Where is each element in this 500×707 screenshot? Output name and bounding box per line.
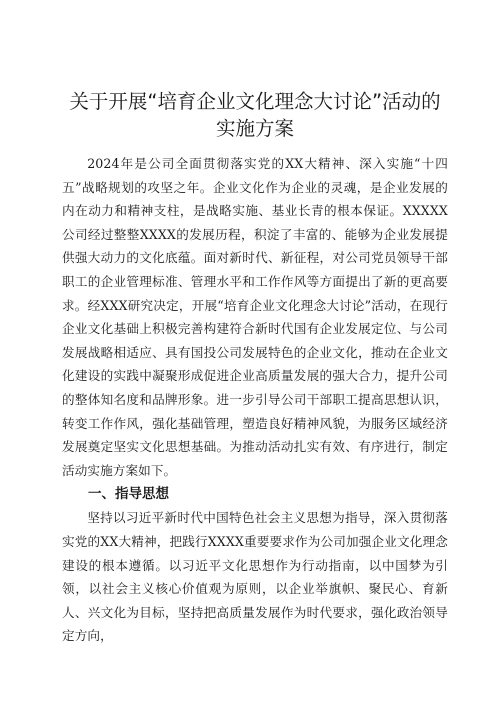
section-heading-guiding-ideology: 一、指导思想 — [88, 486, 169, 503]
document-title: 关于开展“培育企业文化理念大讨论”活动的实施方案 — [69, 90, 441, 140]
intro-paragraph: 2024年是公司全面贯彻落实党的XX大精神、深入实施“十四五”战略规划的攻坚之年。企业文化作为企业的灵魂，是企业发展的内在动力和精神支柱，是战略实施、基业长青的根本保证。XXXXX公司经过整整XXXX的发展历程，积淀了丰富的、能够为企业发展提供强大动力的文化底蕴。面对新时代、新征程，对公司党员领导干部职工的企业管理标准、管理水平和工作作风等方面提出了新的更高要求。经XXX研究决定，开展“培育企业文化理念大讨论”活动，在现行企业文化基础上积极完善构建符合新时代国有企业发展定位、与公司发展战略相适应、具有国投公司发展特色的企业文化，推动在企业文化建设的实践中凝聚形成促进企业高质量发展的强大合力，提升公司的整体知名度和品牌形象。进一步引导公司干部职工提高思想认识，转变工作作风，强化基础管理，塑造良好精神风貌，为服务区域经济发展奠定坚实文化思想基础。为推动活动扎实有效、有序进行，制定活动实施方案如下。 — [62, 156, 448, 478]
section-paragraph-guiding-ideology: 坚持以习近平新时代中国特色社会主义思想为指导，深入贯彻落实党的XX大精神，把践行XXXX重要要求作为公司加强企业文化理念建设的根本遵循。以习近平文化思想作为行动指南，以中国梦为引领，以社会主义核心价值观为原则，以企业举旗帜、聚民心、育新人、兴文化为目标，坚持把高质量发展作为时代要求，强化政治领导定方向， — [62, 510, 448, 644]
